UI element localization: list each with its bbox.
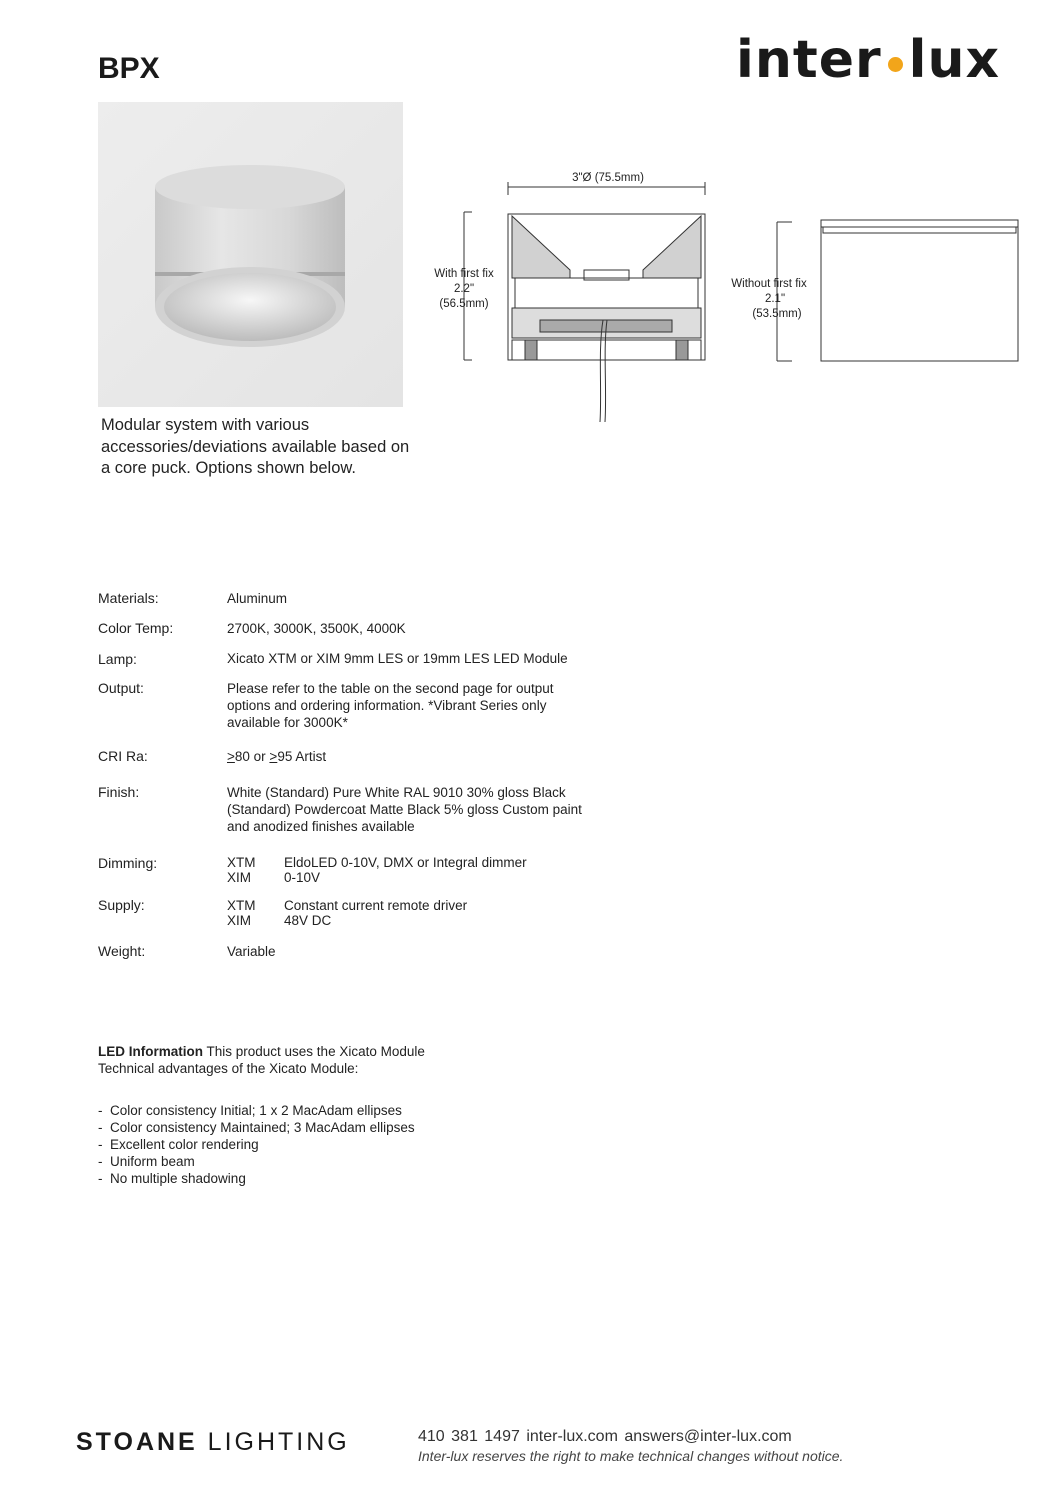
page-title: BPX xyxy=(98,52,160,85)
list-item: - Color consistency Initial; 1 x 2 MacAdam ellipses xyxy=(98,1102,415,1119)
logo-dot xyxy=(888,57,903,72)
spec-value-weight: Variable xyxy=(227,944,276,959)
technical-drawing xyxy=(420,160,1040,430)
stoane-lighting-brand: STOANE LIGHTING xyxy=(76,1428,350,1456)
spec-value-lamp: Xicato XTM or XIM 9mm LES or 19mm LES LED Module xyxy=(227,651,568,666)
spec-value-finish: White (Standard) Pure White RAL 9010 30% gloss Black (Standard) Powdercoat Matte Black 5% gloss Custom paint and anodized finishes available xyxy=(227,785,582,834)
spec-label-dimming: Dimming: xyxy=(98,855,158,871)
with-fix-label: With first fix xyxy=(434,268,494,280)
section-view xyxy=(508,214,705,422)
spec-label-weight: Weight: xyxy=(98,943,146,959)
spec-value-color-temp: 2700K, 3000K, 3500K, 4000K xyxy=(227,621,406,636)
footer-disclaimer: Inter-lux reserves the right to make technical changes without notice. xyxy=(418,1448,844,1464)
product-photo xyxy=(98,102,403,407)
width-dimension-label: 3"Ø (75.5mm) xyxy=(572,172,644,184)
spec-value-materials: Aluminum xyxy=(227,591,288,606)
spec-label-lamp: Lamp: xyxy=(98,651,137,667)
list-item: - Uniform beam xyxy=(98,1153,415,1170)
list-item: - No multiple shadowing xyxy=(98,1170,415,1187)
led-advantages-list xyxy=(98,1102,415,1187)
spec-label-color-temp: Color Temp: xyxy=(98,620,174,636)
footer-contact: 410 381 1497 inter-lux.com answers@inter-lux.com xyxy=(418,1428,792,1445)
spec-value-cri: >80 or >95 Artist xyxy=(227,749,327,764)
spec-label-materials: Materials: xyxy=(98,590,159,606)
spec-label-output: Output: xyxy=(98,680,144,696)
side-view xyxy=(821,220,1018,361)
inter-lux-logo xyxy=(736,30,1000,90)
with-fix-inches: 2.2" xyxy=(453,283,475,295)
without-fix-mm: (53.5mm) xyxy=(752,308,802,320)
spec-label-cri: CRI Ra: xyxy=(98,748,148,764)
led-information: LED Information This product uses the Xicato Module Technical advantages of the Xicato Module: xyxy=(98,1044,425,1076)
spec-label-supply: Supply: xyxy=(98,897,145,913)
with-fix-mm: (56.5mm) xyxy=(439,298,489,310)
list-item: - Excellent color rendering xyxy=(98,1136,415,1153)
intro-text: Modular system with various accessories/deviations available based on a core puck. Options shown below. xyxy=(101,416,410,477)
spec-value-output: Please refer to the table on the second page for output options and ordering information. *Vibrant Series only available for 3000K* xyxy=(227,681,554,730)
spec-value-supply: XTM Constant current remote driver XIM 48V DC xyxy=(227,898,468,928)
without-fix-inches: 2.1" xyxy=(764,293,786,305)
spec-value-dimming: XTM EldoLED 0-10V, DMX or Integral dimmer XIM 0-10V xyxy=(227,855,527,885)
list-item: - Color consistency Maintained; 3 MacAdam ellipses xyxy=(98,1119,415,1136)
spec-label-finish: Finish: xyxy=(98,784,140,800)
logo-text-left: inter xyxy=(736,30,882,90)
logo-text-right: lux xyxy=(908,30,1001,90)
without-fix-label: Without first fix xyxy=(731,278,807,290)
